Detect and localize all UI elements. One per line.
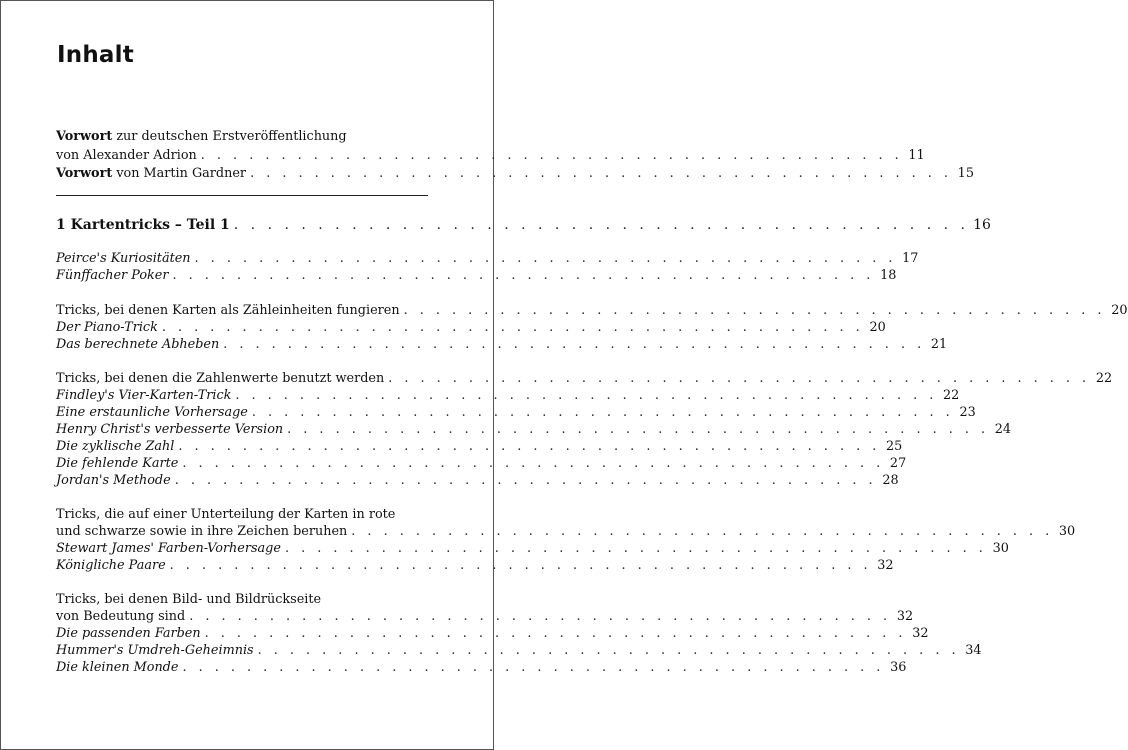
toc-entry-page: 22 — [943, 388, 960, 403]
toc-entry-preface-adrion[interactable] — [56, 147, 925, 165]
chapter-page: 16 — [973, 217, 991, 233]
toc-entry[interactable] — [56, 267, 897, 285]
toc-entry[interactable] — [56, 455, 907, 473]
toc-entry-page: 32 — [877, 558, 894, 573]
preface-bold-1: Vorwort — [56, 129, 113, 144]
leader-dots: . . . . . . . . . . . . . . . . . . . . . . . . . . . . . . . . . . . . . . . . . . . . — [250, 166, 952, 181]
leader-dots: . . . . . . . . . . . . . . . . . . . . . . . . . . . . . . . . . . . . . . . . . . . . — [182, 456, 885, 471]
toc-entry-page: 23 — [959, 405, 976, 420]
leader-dots: . . . . . . . . . . . . . . . . . . . . . . . . . . . . . . . . . . . . . . . . . . . . — [388, 371, 1091, 386]
toc-entry-page: 11 — [908, 148, 925, 163]
section-heading-line: Tricks, bei denen Bild- und Bildrückseite — [56, 592, 322, 607]
toc-entry[interactable] — [56, 642, 982, 660]
preface-rest-1: zur deutschen Erstveröffentlichung — [112, 129, 347, 144]
toc-chapter-1[interactable] — [56, 216, 991, 234]
leader-dots: . . . . . . . . . . . . . . . . . . . . . . . . . . . . . . . . . . . . . . . . . . . . — [169, 558, 872, 573]
toc-entry[interactable] — [56, 319, 886, 337]
toc-entry-page: 36 — [890, 660, 907, 675]
section-heading-page: 22 — [1095, 371, 1113, 386]
section-heading-page: 32 — [896, 609, 914, 624]
leader-dots: . . . . . . . . . . . . . . . . . . . . . . . . . . . . . . . . . . . . . . . . . . . . — [194, 251, 897, 266]
toc-entry-page: 18 — [880, 268, 897, 283]
leader-dots: . . . . . . . . . . . . . . . . . . . . . . . . . . . . . . . . . . . . . . . . . . . . — [235, 388, 938, 403]
toc-entry-page: 32 — [912, 626, 929, 641]
toc-entry[interactable] — [56, 387, 960, 405]
toc-entry-page: 20 — [869, 320, 886, 335]
toc-entry[interactable] — [56, 250, 919, 268]
toc-entry-page: 15 — [957, 166, 974, 181]
leader-dots: . . . . . . . . . . . . . . . . . . . . . . . . . . . . . . . . . . . . . . . . . . . . — [233, 217, 969, 233]
toc-entry[interactable] — [56, 421, 1012, 439]
leader-dots: . . . . . . . . . . . . . . . . . . . . . . . . . . . . . . . . . . . . . . . . . . . . — [174, 473, 877, 488]
section-heading-page: 30 — [1058, 524, 1076, 539]
toc-entry[interactable] — [56, 438, 903, 456]
leader-dots: . . . . . . . . . . . . . . . . . . . . . . . . . . . . . . . . . . . . . . . . . . . . — [189, 609, 892, 624]
toc-entry[interactable] — [56, 336, 948, 354]
leader-dots: . . . . . . . . . . . . . . . . . . . . . . . . . . . . . . . . . . . . . . . . . . . . — [403, 303, 1106, 318]
leader-dots: . . . . . . . . . . . . . . . . . . . . . . . . . . . . . . . . . . . . . . . . . . . . — [257, 643, 960, 658]
section-heading-line: Tricks, die auf einer Unterteilung der Karten in rote — [56, 507, 396, 522]
toc-entry[interactable] — [56, 625, 929, 643]
page-title: Inhalt — [57, 42, 134, 68]
toc-entry[interactable] — [56, 472, 899, 490]
toc-entry-label: Eine erstaunliche Vorhersage — [56, 405, 248, 420]
toc-entry-page: 24 — [994, 422, 1012, 437]
toc-entry-label: Hummer's Umdreh-Geheimnis — [56, 643, 254, 658]
leader-dots: . . . . . . . . . . . . . . . . . . . . . . . . . . . . . . . . . . . . . . . . . . . . — [351, 524, 1054, 539]
toc-entry[interactable] — [56, 404, 976, 422]
toc-entry-page: 17 — [902, 251, 919, 266]
toc-entry-label: Peirce's Kuriositäten — [56, 251, 191, 266]
toc-entry[interactable] — [56, 540, 1009, 558]
toc-entry[interactable] — [56, 659, 907, 677]
toc-entry-label: Die kleinen Monde — [56, 660, 179, 675]
toc-entry[interactable] — [56, 557, 894, 575]
toc-entry-label: Die passenden Farben — [56, 626, 201, 641]
toc-entry-label: Henry Christ's verbesserte Version — [56, 422, 284, 437]
leader-dots: . . . . . . . . . . . . . . . . . . . . . . . . . . . . . . . . . . . . . . . . . . . . — [223, 337, 926, 352]
toc-entry-page: 27 — [889, 456, 907, 471]
toc-entry-label: Findley's Vier-Karten-Trick — [56, 388, 232, 403]
toc-section-heading[interactable] — [56, 608, 914, 626]
toc-entry-label: Der Piano-Trick — [56, 320, 158, 335]
section-divider — [56, 195, 428, 196]
section-heading-label: von Bedeutung sind — [56, 609, 186, 624]
leader-dots: . . . . . . . . . . . . . . . . . . . . . . . . . . . . . . . . . . . . . . . . . . . . — [161, 320, 864, 335]
toc-entry-label: Die fehlende Karte — [56, 456, 179, 471]
toc-entry-page: 30 — [992, 541, 1009, 556]
section-heading-label: Tricks, bei denen Karten als Zähleinheiten fungieren — [56, 303, 400, 318]
toc-entry-preface-gardner[interactable] — [56, 165, 974, 183]
toc-entry-page: 21 — [930, 337, 948, 352]
leader-dots: . . . . . . . . . . . . . . . . . . . . . . . . . . . . . . . . . . . . . . . . . . . . — [182, 660, 885, 675]
toc-entry-page: 34 — [965, 643, 982, 658]
toc-entry-label: Königliche Paare — [56, 558, 166, 573]
toc-entry-label: Die zyklische Zahl — [56, 439, 175, 454]
leader-dots: . . . . . . . . . . . . . . . . . . . . . . . . . . . . . . . . . . . . . . . . . . . . — [172, 268, 875, 283]
toc-entry-label: Jordan's Methode — [56, 473, 171, 488]
chapter-label: 1 Kartentricks – Teil 1 — [56, 217, 230, 233]
toc-section-heading[interactable] — [56, 302, 1128, 320]
toc-entry-label: Stewart James' Farben-Vorhersage — [56, 541, 281, 556]
toc-entry-label: Fünffacher Poker — [56, 268, 169, 283]
leader-dots: . . . . . . . . . . . . . . . . . . . . . . . . . . . . . . . . . . . . . . . . . . . . — [200, 148, 903, 163]
leader-dots: . . . . . . . . . . . . . . . . . . . . . . . . . . . . . . . . . . . . . . . . . . . . — [204, 626, 907, 641]
toc-entry-label: Das berechnete Abheben — [56, 337, 220, 352]
leader-dots: . . . . . . . . . . . . . . . . . . . . . . . . . . . . . . . . . . . . . . . . . . . . — [251, 405, 954, 420]
section-heading-page: 20 — [1111, 303, 1128, 318]
section-heading-label: und schwarze sowie in ihre Zeichen beruhen — [56, 524, 348, 539]
preface-line-1 — [56, 128, 347, 146]
toc-entry-page: 25 — [886, 439, 903, 454]
toc-entry-label: von Alexander Adrion — [56, 148, 197, 163]
toc-section-heading[interactable] — [56, 370, 1113, 388]
leader-dots: . . . . . . . . . . . . . . . . . . . . . . . . . . . . . . . . . . . . . . . . . . . . — [284, 541, 987, 556]
leader-dots: . . . . . . . . . . . . . . . . . . . . . . . . . . . . . . . . . . . . . . . . . . . . — [178, 439, 881, 454]
section-heading-label: Tricks, bei denen die Zahlenwerte benutzt werden — [56, 371, 385, 386]
toc-entry-page: 28 — [882, 473, 899, 488]
leader-dots: . . . . . . . . . . . . . . . . . . . . . . . . . . . . . . . . . . . . . . . . . . . . — [287, 422, 990, 437]
toc-entry-label: Vorwort von Martin Gardner — [56, 166, 247, 181]
toc-section-heading[interactable] — [56, 523, 1076, 541]
